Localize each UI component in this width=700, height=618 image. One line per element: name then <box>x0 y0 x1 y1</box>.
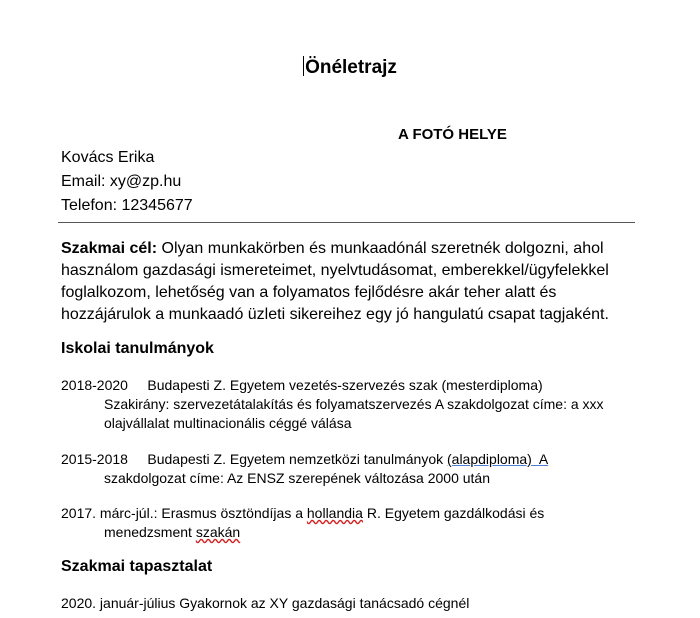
experience-entry-1: 2020. január-július Gyakornok az XY gazdasági tanácsadó cégnél <box>61 595 470 611</box>
education-entry-1 <box>61 376 641 433</box>
goal-label: Szakmai cél: <box>61 240 158 257</box>
education-heading: Iskolai tanulmányok <box>61 340 214 357</box>
contact-block <box>61 146 193 218</box>
spelling-flagged-word[interactable]: hollandia <box>306 505 363 521</box>
document-title-line <box>0 56 700 79</box>
photo-placeholder: A FOTÓ HELYE <box>398 126 507 143</box>
education-entry-1-line: 2018-2020 Budapesti Z. Egyetem vezetés-szervezés szak (mesterdiploma) <box>61 377 543 393</box>
horizontal-divider <box>58 222 635 223</box>
education-entry-2-details: szakdolgozat címe: Az ENSZ szerepének változása 2000 után <box>104 470 490 486</box>
grammar-flagged-text[interactable]: (alapdiploma) A <box>447 451 549 467</box>
contact-email: Email: xy@zp.hu <box>61 173 182 190</box>
experience-heading: Szakmai tapasztalat <box>61 558 213 575</box>
education-entry-1-details: Szakirány: szervezetátalakítás és folyamatszervezés A szakdolgozat címe: a xxx olajvállalat multinacionális céggé válása <box>104 396 604 431</box>
education-entry-3-text: 2017. márc-júl.: Erasmus ösztöndíjas a <box>61 505 307 521</box>
contact-name: Kovács Erika <box>61 149 155 166</box>
education-entry-2 <box>61 450 641 488</box>
goal-text: Olyan munkakörben és munkaadónál szeretnék dolgozni, ahol használom gazdasági ismereteimet, nyelvtudásomat, emberekkel/ügyfelekkel foglalkozom, lehetőség van a folyamatos fejlődésre akár teher alatt és hozzájárulok a munkaadó üzleti sikereihez egy jó hangulatú csapat tagjaként. <box>61 240 609 323</box>
contact-phone: Telefon: 12345677 <box>61 197 193 214</box>
education-entry-3-line <box>61 504 641 523</box>
spelling-flagged-word[interactable]: szakán <box>195 524 241 540</box>
text-cursor <box>303 56 304 76</box>
document-title[interactable]: Önéletrajz <box>305 57 397 78</box>
education-entry-3-text-cont: R. Egyetem gazdálkodási és <box>362 505 545 521</box>
education-entry-3 <box>61 504 641 542</box>
education-entry-3-details-text: menedzsment <box>104 524 196 540</box>
education-entry-3-details <box>61 523 641 542</box>
education-entry-2-line <box>61 450 641 469</box>
education-entry-2-text: 2015-2018 Budapesti Z. Egyetem nemzetközi tanulmányok <box>61 451 447 467</box>
professional-goal-paragraph <box>61 238 641 326</box>
